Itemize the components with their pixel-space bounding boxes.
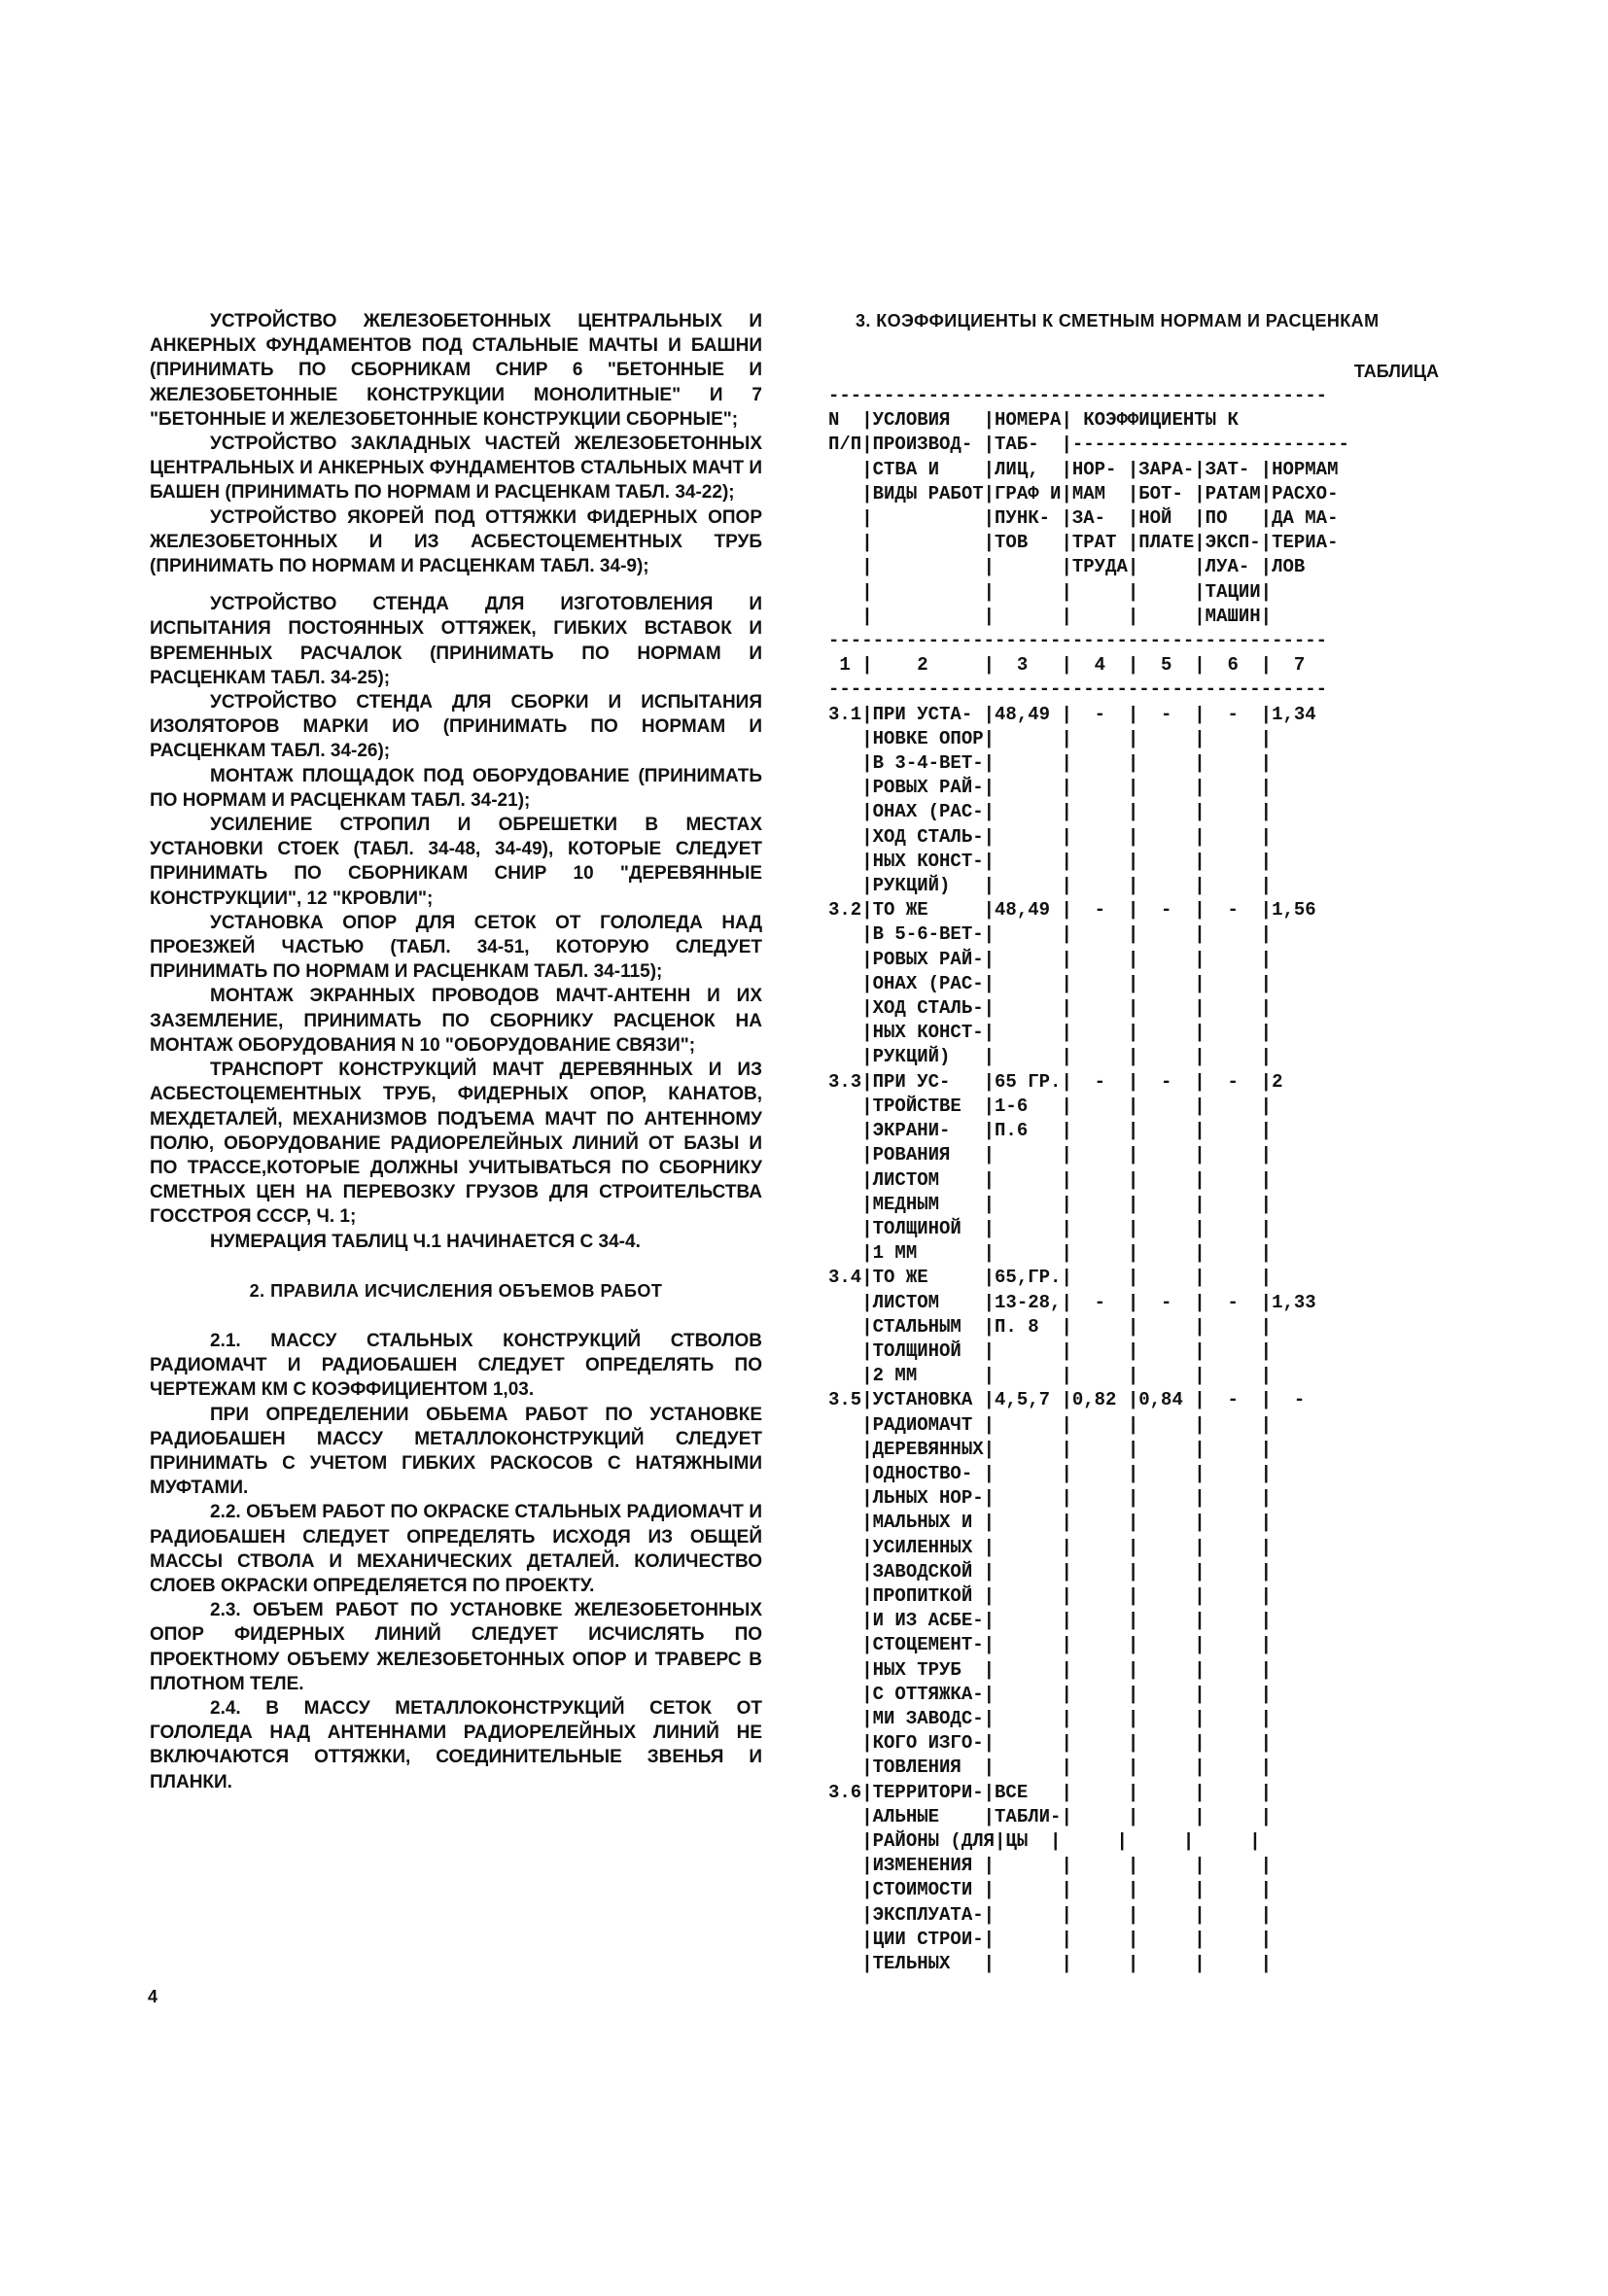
left-column: [150, 309, 762, 1794]
paragraph-stand-guys: УСТРОЙСТВО СТЕНДА ДЛЯ ИЗГОТОВЛЕНИЯ И ИСПЫТАНИЯ ПОСТОЯННЫХ ОТТЯЖЕК, ГИБКИХ ВСТАВОК И ВРЕМЕННЫХ РАСЧАЛОК (ПРИНИМАТЬ ПО НОРМАМ И РАСЦЕНКАМ ТАБЛ. 34-25);: [150, 594, 762, 688]
paragraph-numbering: НУМЕРАЦИЯ ТАБЛИЦ Ч.1 НАЧИНАЕТСЯ С 34-4.: [210, 1231, 641, 1252]
paragraph-2-1: 2.1. МАССУ СТАЛЬНЫХ КОНСТРУКЦИЙ СТВОЛОВ РАДИОМАЧТ И РАДИОБАШЕН СЛЕДУЕТ ОПРЕДЕЛЯТЬ ПО ЧЕРТЕЖАМ КМ С КОЭФФИЦИЕНТОМ 1,03.: [150, 1330, 762, 1401]
paragraph-ice-supports: УСТАНОВКА ОПОР ДЛЯ СЕТОК ОТ ГОЛОЛЕДА НАД ПРОЕЗЖЕЙ ЧАСТЬЮ (ТАБЛ. 34-51, КОТОРУЮ СЛЕДУЕТ ПРИНИМАТЬ ПО НОРМАМ И РАСЦЕНКАМ ТАБЛ. 34-115);: [150, 912, 762, 983]
paragraph-transport: ТРАНСПОРТ КОНСТРУКЦИЙ МАЧТ ДЕРЕВЯННЫХ И ИЗ АСБЕСТОЦЕМЕНТНЫХ ТРУБ, ФИДЕРНЫХ ОПОР, КАНАТОВ, МЕХДЕТАЛЕЙ, МЕХАНИЗМОВ ПОДЪЕМА МАЧТ ПО АНТЕННОМУ ПОЛЮ, ОБОРУДОВАНИЕ РАДИОРЕЛЕЙНЫХ ЛИНИЙ ОТ БАЗЫ И ПО ТРАССЕ,КОТОРЫЕ ДОЛЖНЫ УЧИТЫВАТЬСЯ ПО СБОРНИКУ СМЕТНЫХ ЦЕН НА ПЕРЕВОЗКУ ГРУЗОВ ДЛЯ СТРОИТЕЛЬСТВА ГОССТРОЯ СССР, Ч. 1;: [150, 1060, 762, 1228]
paragraph-2-3: 2.3. ОБЪЕМ РАБОТ ПО УСТАНОВКЕ ЖЕЛЕЗОБЕТОННЫХ ОПОР ФИДЕРНЫХ ЛИНИЙ СЛЕДУЕТ ИСЧИСЛЯТЬ ПО ПРОЕКТНОМУ ОБЪЕМУ ЖЕЛЕЗОБЕТОННЫХ ОПОР И ТРАВЕРС В ПЛОТНОМ ТЕЛЕ.: [150, 1600, 762, 1694]
paragraph-2-2: 2.2. ОБЪЕМ РАБОТ ПО ОКРАСКЕ СТАЛЬНЫХ РАДИОМАЧТ И РАДИОБАШЕН СЛЕДУЕТ ОПРЕДЕЛЯТЬ ИСХОДЯ ИЗ ОБЩЕЙ МАССЫ СТВОЛА И МЕХАНИЧЕСКИХ ДЕТАЛЕЙ. КОЛИЧЕСТВО СЛОЕВ ОКРАСКИ ОПРЕДЕЛЯЕТСЯ ПО ПРОЕКТУ.: [150, 1502, 762, 1596]
section-2-title: 2. ПРАВИЛА ИСЧИСЛЕНИЯ ОБЪЕМОВ РАБОТ: [249, 1280, 663, 1301]
paragraph-screen-wires: МОНТАЖ ЭКРАННЫХ ПРОВОДОВ МАЧТ-АНТЕНН И ИХ ЗАЗЕМЛЕНИЕ, ПРИНИМАТЬ ПО СБОРНИКУ РАСЦЕНОК НА МОНТАЖ ОБОРУДОВАНИЯ N 10 "ОБОРУДОВАНИЕ СВЯЗИ";: [150, 986, 762, 1056]
paragraph-rafters: УСИЛЕНИЕ СТРОПИЛ И ОБРЕШЕТКИ В МЕСТАХ УСТАНОВКИ СТОЕК (ТАБЛ. 34-48, 34-49), КОТОРЫЕ СЛЕДУЕТ ПРИНИМАТЬ ПО СБОРНИКАМ СНИР 10 "ДЕРЕВЯННЫЕ КОНСТРУКЦИИ", 12 "КРОВЛИ";: [150, 815, 762, 909]
coefficients-table: --------------------------------------------- N |УСЛОВИЯ |НОМЕРА| КОЭФФИЦИЕНТЫ К П/П|ПРОИЗВОД- |ТАБ- |------------------------- |СТВА И |ЛИЦ, |НОР- |ЗАРА-|ЗАТ- |НОРМАМ |ВИДЫ РАБОТ|ГРАФ И|МАМ |БОТ- |РАТАМ|РАСХО- | |ПУНК- |ЗА- |НОЙ |ПО |ДА МА- | |ТОВ |ТРАТ |ПЛАТЕ|ЭКСП-|ТЕРИА- | | |ТРУДА| |ЛУА- |ЛОВ | | | | |ТАЦИИ| | | | | |МАШИН| --------------------------------------------- 1 | 2 | 3 | 4 | 5 | 6 | 7 --------------------------------------------- 3.1|ПРИ УСТА- |48,49 | - | - | - |1,34 |НОВКЕ ОПОР| | | | | |В 3-4-ВЕТ-| | | | | |РОВЫХ РАЙ-| | | | | |ОНАХ (РАС-| | | | | |ХОД СТАЛЬ-| | | | | |НЫХ КОНСТ-| | | | | |РУКЦИЙ) | | | | | 3.2|ТО ЖЕ |48,49 | - | - | - |1,56 |В 5-6-ВЕТ-| | | | | |РОВЫХ РАЙ-| | | | | |ОНАХ (РАС-| | | | | |ХОД СТАЛЬ-| | | | | |НЫХ КОНСТ-| | | | | |РУКЦИЙ) | | | | | 3.3|ПРИ УС- |65 ГР.| - | - | - |2 |ТРОЙСТВЕ |1-6 | | | | |ЭКРАНИ- |П.6 | | | | |РОВАНИЯ | | | | | |ЛИСТОМ | | | | | |МЕДНЫМ | | | | | |ТОЛЩИНОЙ | | | | | |1 ММ | | | | | 3.4|ТО ЖЕ |65,ГР.| | | | |ЛИСТОМ |13-28,| - | - | - |1,33 |СТАЛЬНЫМ |П. 8 | | | | |ТОЛЩИНОЙ | | | | | |2 ММ | | | | | 3.5|УСТАНОВКА |4,5,7 |0,82 |0,84 | - | - |РАДИОМАЧТ | | | | | |ДЕРЕВЯННЫХ| | | | | |ОДНОСТВО- | | | | | |ЛЬНЫХ НОР-| | | | | |МАЛЬНЫХ И | | | | | |УСИЛЕННЫХ | | | | | |ЗАВОДСКОЙ | | | | | |ПРОПИТКОЙ | | | | | |И ИЗ АСБЕ-| | | | | |СТОЦЕМЕНТ-| | | | | |НЫХ ТРУБ | | | | | |С ОТТЯЖКА-| | | | | |МИ ЗАВОДС-| | | | | |КОГО ИЗГО-| | | | | |ТОВЛЕНИЯ | | | | | 3.6|ТЕРРИТОРИ-|ВСЕ | | | | |АЛЬНЫЕ |ТАБЛИ-| | | | |РАЙОНЫ (ДЛЯ|ЦЫ | | | | |ИЗМЕНЕНИЯ | | | | | |СТОИМОСТИ | | | | | |ЭКСПЛУАТА-| | | | | |ЦИИ СТРОИ-| | | | | |ТЕЛЬНЫХ | | | | |: [828, 385, 1349, 1974]
paragraph-foundations: УСТРОЙСТВО ЖЕЛЕЗОБЕТОННЫХ ЦЕНТРАЛЬНЫХ И АНКЕРНЫХ ФУНДАМЕНТОВ ПОД СТАЛЬНЫЕ МАЧТЫ И БАШНИ (ПРИНИМАТЬ ПО СБОРНИКАМ СНИР 6 "БЕТОННЫЕ И ЖЕЛЕЗОБЕТОННЫЕ КОНСТРУКЦИИ МОНОЛИТНЫЕ" И 7 "БЕТОННЫЕ И ЖЕЛЕЗОБЕТОННЫЕ КОНСТРУКЦИИ СБОРНЫЕ";: [150, 311, 762, 430]
paragraph-2-4: 2.4. В МАССУ МЕТАЛЛОКОНСТРУКЦИЙ СЕТОК ОТ ГОЛОЛЕДА НАД АНТЕННАМИ РАДИОРЕЛЕЙНЫХ ЛИНИЙ НЕ ВКЛЮЧАЮТСЯ ОТТЯЖКИ, СОЕДИНИТЕЛЬНЫЕ ЗВЕНЬЯ И ПЛАНКИ.: [150, 1697, 762, 1792]
page-number: 4: [148, 1987, 158, 2006]
paragraph-platforms: МОНТАЖ ПЛОЩАДОК ПОД ОБОРУДОВАНИЕ (ПРИНИМАТЬ ПО НОРМАМ И РАСЦЕНКАМ ТАБЛ. 34-21);: [150, 765, 762, 811]
section-3-title: 3. КОЭФФИЦИЕНТЫ К СМЕТНЫМ НОРМАМ И РАСЦЕНКАМ: [856, 311, 1380, 330]
paragraph-anchors: УСТРОЙСТВО ЯКОРЕЙ ПОД ОТТЯЖКИ ФИДЕРНЫХ ОПОР ЖЕЛЕЗОБЕТОННЫХ И ИЗ АСБЕСТОЦЕМЕНТНЫХ ТРУБ (ПРИНИМАТЬ ПО НОРМАМ И РАСЦЕНКАМ ТАБЛ. 34-9);: [150, 506, 762, 577]
paragraph-embedded-parts: УСТРОЙСТВО ЗАКЛАДНЫХ ЧАСТЕЙ ЖЕЛЕЗОБЕТОННЫХ ЦЕНТРАЛЬНЫХ И АНКЕРНЫХ ФУНДАМЕНТОВ СТАЛЬНЫХ МАЧТ И БАШЕН (ПРИНИМАТЬ ПО НОРМАМ И РАСЦЕНКАМ ТАБЛ. 34-22);: [150, 434, 762, 504]
table-label: ТАБЛИЦА: [1353, 362, 1439, 381]
paragraph-2-1-cont: ПРИ ОПРЕДЕЛЕНИИ ОБЬЕМА РАБОТ ПО УСТАНОВКЕ РАДИОБАШЕН МАССУ МЕТАЛЛОКОНСТРУКЦИЙ СЛЕДУЕТ ПРИНИМАТЬ С УЧЕТОМ ГИБКИХ РАСКОСОВ С НАТЯЖНЫМИ МУФТАМИ.: [150, 1404, 762, 1499]
paragraph-stand-insulators: УСТРОЙСТВО СТЕНДА ДЛЯ СБОРКИ И ИСПЫТАНИЯ ИЗОЛЯТОРОВ МАРКИ ИО (ПРИНИМАТЬ ПО НОРМАМ И РАСЦЕНКАМ ТАБЛ. 34-26);: [150, 692, 762, 762]
